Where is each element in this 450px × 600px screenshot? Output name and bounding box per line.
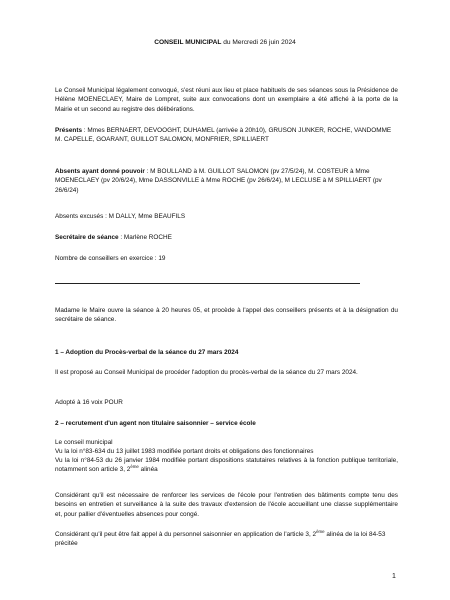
ouverture-paragraph: Madame le Maire ouvre la séance à 20 heures 05, et procède à l'appel des conseillers présents et à la désignation du secrétaire de séance. bbox=[55, 307, 398, 324]
loi2-sup: ème bbox=[130, 464, 139, 470]
separator-line bbox=[55, 283, 360, 284]
point2-heading: 2 – recrutement d'un agent non titulaire saisonnier – service école bbox=[55, 420, 256, 427]
considerant2-end: alinéa de la loi 84-53 précitée bbox=[55, 531, 386, 548]
point2-considerant1: Considérant qu'il est nécessaire de renforcer les services de l'école pour l'entretien des bâtiments compte tenu des besoins en entretien et surveillance à la suite des travaux d'extension de l'école accueillant une classe supplémentaire et, pour pallier d'éventuelles absences pour congé. bbox=[55, 492, 398, 518]
point2-loi1: Vu la loi n°83-634 du 13 juillet 1983 modifiée portant droits et obligations des fonctionnaires bbox=[55, 448, 314, 455]
secretaire-label: Secrétaire de séance bbox=[55, 234, 119, 241]
absents-pouvoir-paragraph bbox=[55, 167, 398, 195]
presents-list: : Mmes BERNAERT, DEVOOGHT, DUHAMEL (arrivée à 20h10), GRUSON JUNKER, ROCHE, VANDOMME bbox=[82, 127, 392, 134]
point1-text: Il est proposé au Conseil Municipal de procéder l'adoption du procès-verbal de la séance du 27 mars 2024. bbox=[55, 369, 358, 376]
point2-conseil: Le conseil municipal bbox=[55, 439, 113, 446]
considerant2-sup: ème bbox=[316, 529, 325, 534]
point1-heading: 1 – Adoption du Procès-verbal de la séance du 27 mars 2024 bbox=[55, 349, 239, 356]
page-number: 1 bbox=[392, 573, 396, 580]
point1-vote: Adopté à 16 voix POUR bbox=[55, 399, 123, 406]
point2-loi2 bbox=[55, 456, 398, 475]
page-title bbox=[0, 38, 450, 47]
secretaire-paragraph bbox=[55, 233, 398, 242]
secretaire-name: : Marlène ROCHE bbox=[118, 234, 172, 241]
absents-pouvoir-label: Absents ayant donné pouvoir bbox=[55, 168, 145, 175]
title-bold: CONSEIL MUNICIPAL bbox=[154, 39, 222, 46]
title-date: du Mercredi 26 juin 2024 bbox=[221, 39, 296, 46]
nombre-conseillers: Nombre de conseillers en exercice : 19 bbox=[55, 255, 166, 262]
presents-list-men: M. CAPELLE, GOARANT, GUILLOT SALOMON, MONFRIER, SPILLIAERT bbox=[55, 136, 269, 144]
considerant2-text: Considérant qu'il peut être fait appel à du personnel saisonnier en application de l'article 3, 2 bbox=[55, 531, 317, 538]
presents-paragraph bbox=[55, 126, 398, 145]
loi2-end: alinéa bbox=[138, 466, 158, 474]
point2-considerant2 bbox=[55, 530, 398, 549]
absents-excuses: Absents excusés : M DALLY, Mme BEAUFILS bbox=[55, 213, 186, 220]
loi2-text: Vu la loi n°84-53 du 26 janvier 1984 modifiée portant dispositions statutaires relatives à la fonction publique territoriale, notamment son article 3, 2 bbox=[55, 457, 398, 474]
absents-pouvoir-list: : M BOULLAND à M. GUILLOT SALOMON (pv 27/5/24), M. COSTEUR à Mme MOENECLAEY (pv 20/6/24), Mme DASSONVILLE à Mme ROCHE (pv 26/6/24), M LECLUSE à M SPILLIAERT (pv 26/6/24) bbox=[55, 168, 382, 194]
presents-label: Présents bbox=[55, 127, 82, 134]
intro-paragraph: Le Conseil Municipal légalement convoqué, s'est réuni aux lieu et place habituels de ses séances sous la Présidence de Hélène MOENECLAEY, Maire de Lompret, suite aux convocations dont un exemplaire a été affiché à la porte de la Mairie et un second au registre des délibérations. bbox=[55, 87, 398, 113]
